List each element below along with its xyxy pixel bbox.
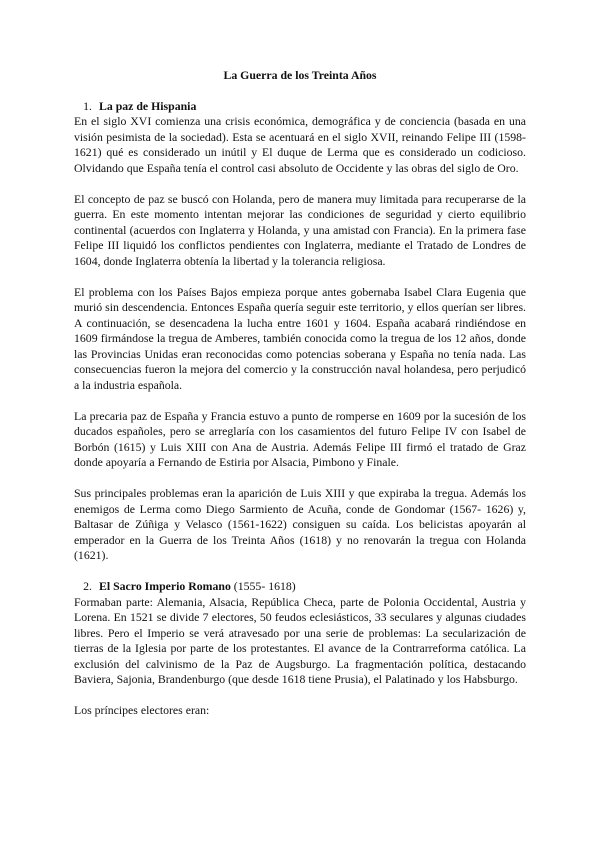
section-1-heading	[74, 99, 526, 115]
section-1-title: La paz de Hispania	[99, 98, 197, 113]
paragraph: El problema con los Países Bajos empieza porque antes gobernaba Isabel Clara Eugenia que murió sin descendencia. Entonces España quería seguir este territorio, y ellos querían ser libres. A continuación, se desencadena la lucha entre 1601 y 1604. España acabará rindiéndose en 1609 firmándose la tregua de Amberes, también conocida como la tregua de los 12 años, donde las Provincias Unidas eran reconocidas como potencias soberana y España no tenía nada. Las consecuencias fueron la mejora del comercio y la construcción naval holandesa, pero perjudicó a la industria española.	[74, 284, 526, 392]
section-2-title: El Sacro Imperio Romano	[99, 579, 231, 593]
paragraph: La precaria paz de España y Francia estuvo a punto de romperse en 1609 por la sucesión de los ducados españoles, pero se arreglaría con los casamientos del futuro Felipe IV con Isabel de Borbón (1615) y Luis XIII con Ana de Austria. Además Felipe III firmó el tratado de Graz donde apoyaría a Fernando de Estiria por Alsacia, Pimbono y Finale.	[74, 408, 526, 469]
paragraph: En el siglo XVI comienza una crisis económica, demográfica y de conciencia (basada en una visión pesimista de la sociedad). Esta se acentuará en el siglo XVII, reinando Felipe III (1598-1621) qué es considerado un inútil y El duque de Lerma que es considerado un codicioso. Olvidando que España tenía el control casi absoluto de Occidente y las obras del siglo de Oro.	[74, 114, 526, 175]
paragraph: Formaban parte: Alemania, Alsacia, República Checa, parte de Polonia Occidental, Austria y Lorena. En 1521 se divide 7 electores, 50 feudos eclesiásticos, 33 seculares y algunas ciudades libres. Pero el Imperio se verá atravesado por una serie de problemas: La secularización de tierras de la Iglesia por parte de los protestantes. El avance de la Contrarreforma católica. La exclusión del calvinismo de la Paz de Augsburgo. La fragmentación política, destacando Baviera, Sajonia, Brandenburgo (que desde 1618 tiene Prusia), el Palatinado y los Habsburgo.	[74, 594, 526, 686]
section-2-heading	[74, 579, 526, 595]
paragraph: El concepto de paz se buscó con Holanda, pero de manera muy limitada para recuperarse de la guerra. En este momento intentan mejorar las condiciones de seguridad y cierto equilibrio continental (acuerdos con Inglaterra y Holanda, y una amistad con Francia). En la primera fase Felipe III liquidó los conflictos pendientes con Inglaterra, mediante el Tratado de Londres de 1604, donde Inglaterra obtenía la libertad y la tolerancia religiosa.	[74, 191, 526, 268]
section-1-number: 1.	[83, 98, 92, 113]
document-page	[74, 68, 526, 734]
section-2-dates: (1555- 1618)	[233, 579, 296, 593]
section-2-number: 2.	[83, 579, 92, 593]
paragraph: Los príncipes electores eran:	[74, 703, 210, 717]
document-title: La Guerra de los Treinta Años	[223, 68, 377, 82]
paragraph: Sus principales problemas eran la aparición de Luis XIII y que expiraba la tregua. Además los enemigos de Lerma como Diego Sarmiento de Acuña, conde de Gondomar (1567- 1626) y, Baltasar de Zúñiga y Velasco (1561-1622) consiguen su caída. Los belicistas apoyarán al emperador en la Guerra de los Treinta Años (1618) y no renovarán la tregua con Holanda (1621).	[74, 486, 526, 562]
